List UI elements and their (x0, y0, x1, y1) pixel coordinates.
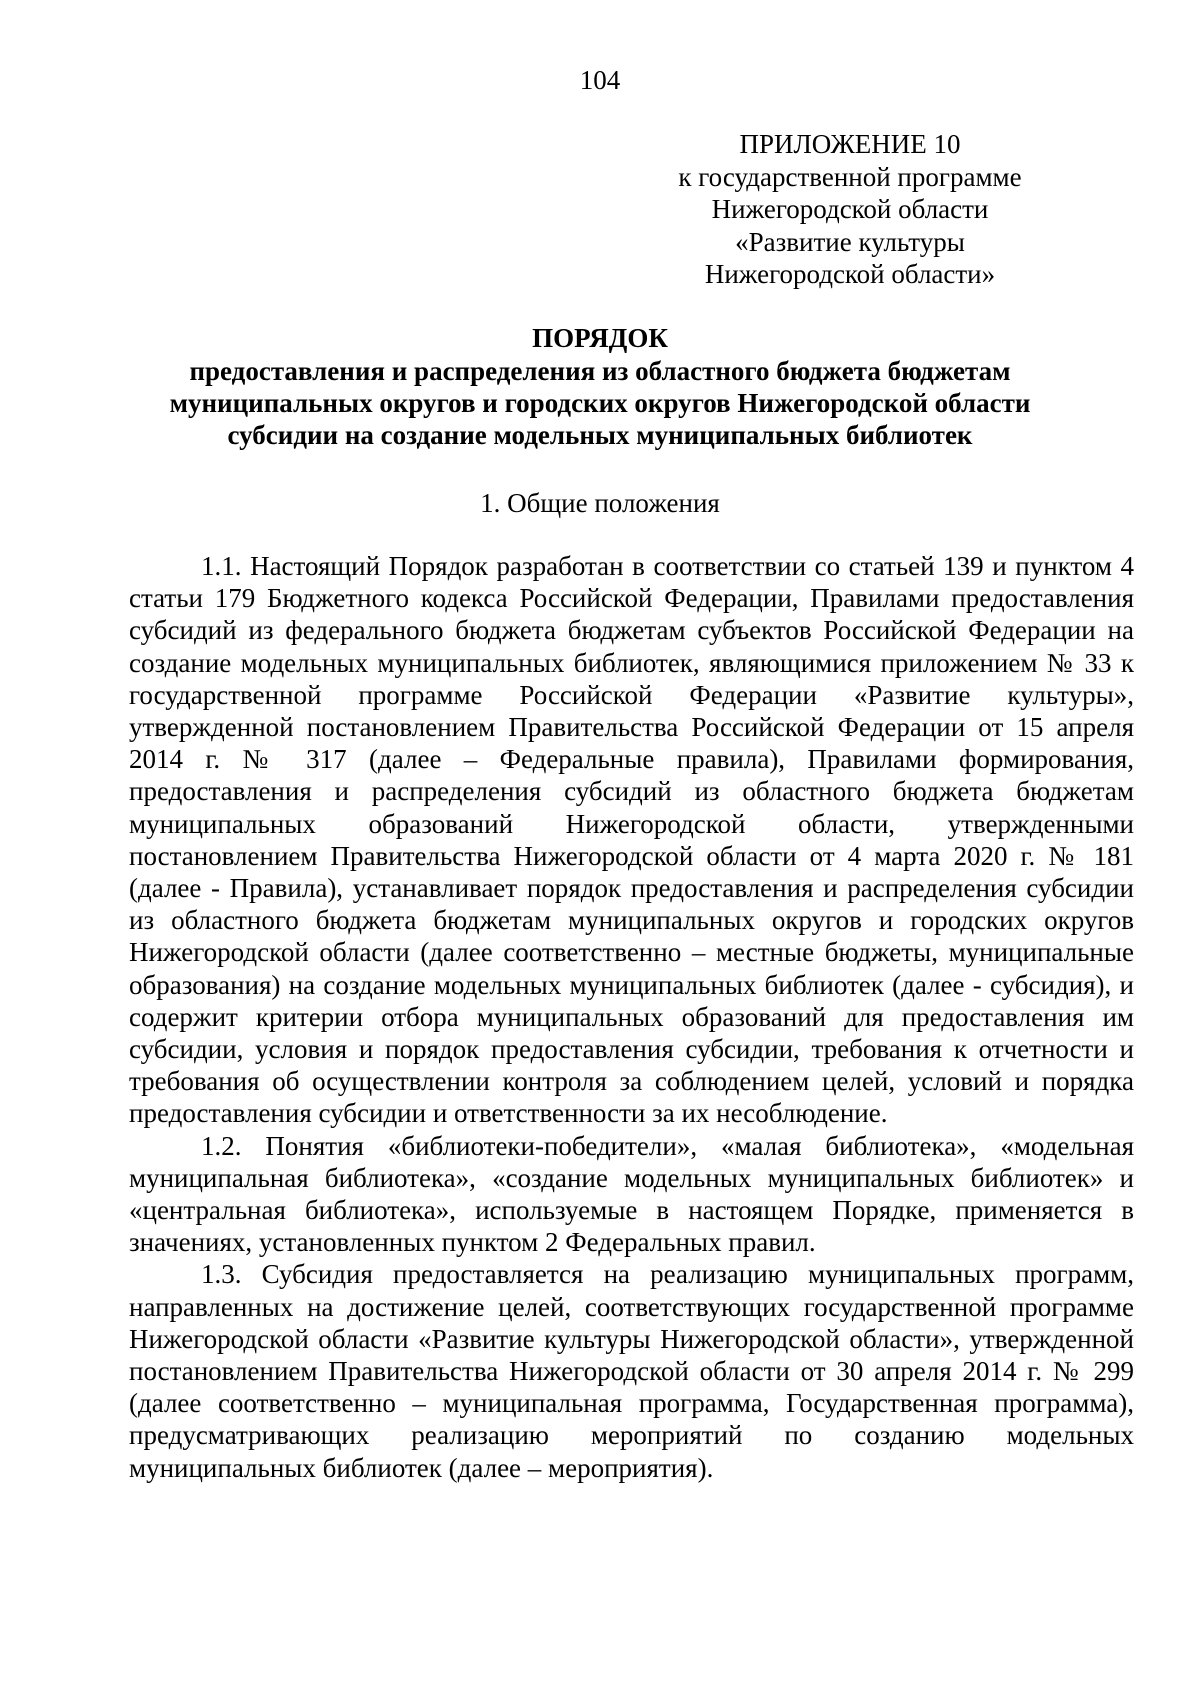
body-text (129, 550, 1134, 1484)
page-number: 104 (579, 65, 621, 95)
subtitle-line: предоставления и распределения из областного бюджета бюджетам (189, 356, 1011, 386)
appendix-line: Нижегородской области» (704, 259, 996, 289)
appendix-header (600, 128, 1100, 291)
section-heading: 1. Общие положения (480, 488, 720, 518)
document-title-block (60, 322, 1140, 451)
appendix-line: «Развитие культуры (735, 226, 965, 257)
subtitle-line: муниципальных округов и городских округов Нижегородской области (169, 388, 1031, 418)
document-title: ПОРЯДОК (532, 323, 668, 353)
appendix-line: Нижегородской области (711, 194, 989, 224)
paragraph-1-2: 1.2. Понятия «библиотеки-победители», «малая библиотека», «модельная муниципальная библиотека», «создание модельных муниципальных библиотек» и «центральная библиотека», используемые в настоящем Порядке, применяется в значениях, установленных пунктом 2 Федеральных правил. (129, 1130, 1134, 1258)
paragraph-1-1: 1.1. Настоящий Порядок разработан в соответствии со статьей 139 и пунктом 4 статьи 179 Бюджетного кодекса Российской Федерации, Правилами предоставления субсидий из федерального бюджета бюджетам субъектов Российской Федерации на создание модельных муниципальных библиотек, являющимися приложением № 33 к государственной программе Российской Федерации «Развитие культуры», утвержденной постановлением Правительства Российской Федерации от 15 апреля 2014 г. № 317 (далее – Федеральные правила), Правилами формирования, предоставления и распределения субсидий из областного бюджета бюджетам муниципальных образований Нижегородской области, утвержденными постановлением Правительства Нижегородской области от 4 марта 2020 г. № 181 (далее - Правила), устанавливает порядок предоставления и распределения субсидии из областного бюджета бюджетам муниципальных округов и городских округов Нижегородской области (далее соответственно – местные бюджеты, муниципальные образования) на создание модельных муниципальных библиотек (далее - субсидия), и содержит критерии отбора муниципальных образований для предоставления им субсидии, условия и порядок предоставления субсидии, требования к отчетности и требования об осуществлении контроля за соблюдением целей, условий и порядка предоставления субсидии и ответственности за их несоблюдение. (129, 551, 1134, 1129)
appendix-number: ПРИЛОЖЕНИЕ 10 (739, 129, 961, 159)
paragraph-1-3: 1.3. Субсидия предоставляется на реализацию муниципальных программ, направленных на достижение целей, соответствующих государственной программе Нижегородской области «Развитие культуры Нижегородской области», утвержденной постановлением Правительства Нижегородской области от 30 апреля 2014 г. № 299 (далее соответственно – муниципальная программа, Государственная программа), предусматривающих реализацию мероприятий по созданию модельных муниципальных библиотек (далее – мероприятия). (129, 1259, 1134, 1483)
document-subtitle (60, 355, 1140, 451)
appendix-line: к государственной программе (678, 161, 1022, 192)
subtitle-line: субсидии на создание модельных муниципальных библиотек (227, 420, 973, 450)
